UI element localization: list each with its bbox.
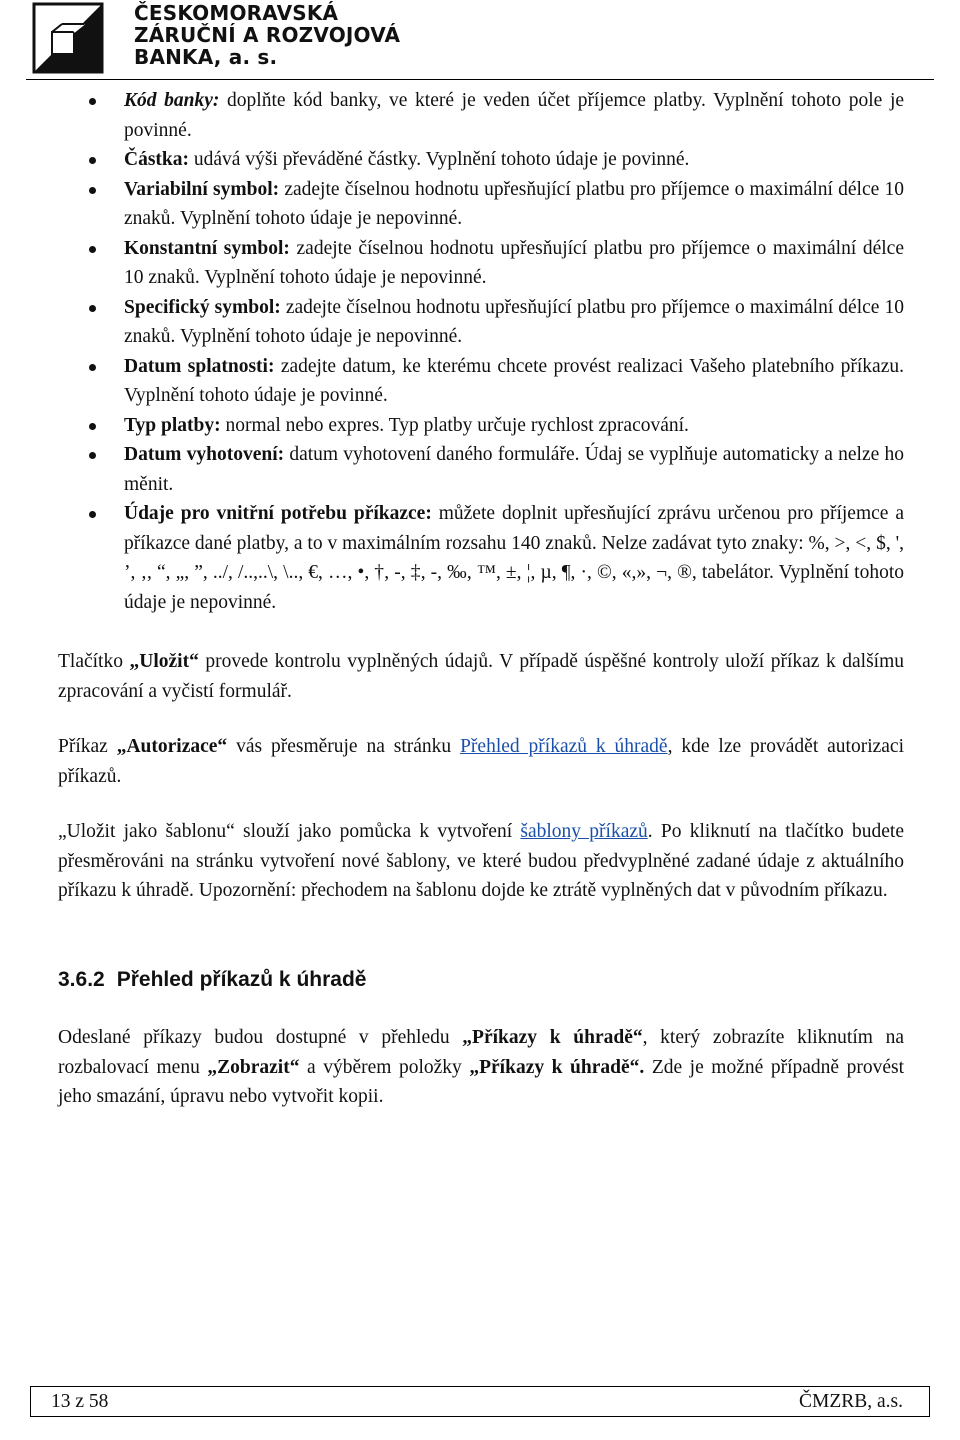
list-item-term: Konstantní symbol: <box>124 237 290 259</box>
para-text: , který zobrazíte kliknutím na rozbalovací menu <box>58 1027 904 1078</box>
section-number: 3.6.2 <box>58 968 105 991</box>
para-text: . Po kliknutí na tlačítko budete přesměrováni na stránku vytvoření nové šablony, ve které budou předvyplněné zadané údaje z aktuálního příkazu k úhradě. Upozornění: přechodem na šablonu dojde ke ztrátě vyplněných dat v původním příkazu. <box>58 821 904 901</box>
list-item-term: Kód banky: <box>124 90 220 111</box>
authorization-label: „Autorizace“ <box>116 736 228 757</box>
list-item-term: Typ platby: <box>124 414 221 436</box>
list-item <box>58 352 904 411</box>
bullet-icon <box>89 98 96 105</box>
list-item-term: Částka: <box>124 149 190 170</box>
list-item <box>58 145 904 175</box>
bullet-icon <box>89 511 96 518</box>
save-button-description <box>58 647 904 706</box>
bank-logo-icon <box>32 2 104 74</box>
save-as-template-description <box>58 817 904 906</box>
save-label: „Uložit“ <box>129 651 199 672</box>
list-item <box>58 411 904 441</box>
field-descriptions <box>58 86 904 617</box>
para-text: a výběrem položky <box>299 1056 470 1078</box>
para-text: Příkaz <box>58 736 117 757</box>
list-item-text: zadejte číselnou hodnotu upřesňující platbu pro příjemce o maximální délce 10 znaků. Vyplnění tohoto údaje je nepovinné. <box>124 296 905 347</box>
bullet-icon <box>89 452 96 459</box>
para-text: Odeslané příkazy budou dostupné v přehledu <box>58 1027 463 1048</box>
bullet-icon <box>89 246 96 253</box>
order-templates-link[interactable]: šablony příkazů <box>520 821 648 842</box>
authorization-description <box>58 732 904 791</box>
list-item <box>58 440 904 499</box>
list-item-text: doplňte kód banky, ve které je veden účet příjemce platby. Vyplnění tohoto pole je povinné. <box>124 90 905 141</box>
bullet-icon <box>89 305 96 312</box>
para-text: „Uložit jako šablonu“ slouží jako pomůcka k vytvoření <box>58 821 521 842</box>
logo-line-3: BANKA, a. s. <box>134 45 278 69</box>
list-item <box>58 175 904 234</box>
section-body <box>58 1023 904 1112</box>
menu-item-name: „Příkazy k úhradě“. <box>469 1056 645 1078</box>
section-heading <box>58 968 366 992</box>
bullet-icon <box>89 364 96 371</box>
para-text: Tlačítko <box>58 651 130 672</box>
header-divider <box>26 79 934 80</box>
list-item-text: můžete doplnit upřesňující zprávu určenou pro příjemce a příkazce dané platby, a to v maximálním rozsahu 140 znaků. Nelze zadávat tyto znaky: %, >, <, $, ', ’, ‚, “, „, ”, ../, /..,..\, \.., €, …, •, †, -, ‡, -, ‰, ™, ±, ¦, µ, ¶, ·, ©, «,», ¬, ®, tabelátor. Vyplnění tohoto údaje je nepovinné. <box>124 503 904 613</box>
list-item <box>58 293 904 352</box>
bullet-list <box>58 86 904 617</box>
para-text: provede kontrolu vyplněných údajů. V případě úspěšné kontroly uloží příkaz k dalšímu zpracování a vyčistí formulář. <box>58 651 904 702</box>
list-item-term: Variabilní symbol: <box>124 178 280 200</box>
list-item-text: zadejte datum, ke kterému chcete provést realizaci Vašeho platebního příkazu. Vyplnění tohoto údaje je povinné. <box>124 355 904 406</box>
list-item-text: datum vyhotovení daného formuláře. Údaj se vyplňuje automaticky a nelze ho měnit. <box>124 444 904 495</box>
bullet-icon <box>89 187 96 194</box>
para-text: vás přesměruje na stránku <box>227 736 461 757</box>
page-header <box>26 0 934 80</box>
logo-line-1: ČESKOMORAVSKÁ <box>134 1 339 25</box>
menu-item-name: „Příkazy k úhradě“ <box>462 1027 643 1048</box>
list-item-term: Datum vyhotovení: <box>124 444 285 465</box>
list-item <box>58 499 904 617</box>
payment-orders-overview-link[interactable]: Přehled příkazů k úhradě <box>460 736 668 757</box>
list-item-term: Údaje pro vnitřní potřebu příkazce: <box>124 503 432 524</box>
list-item <box>58 234 904 293</box>
footer-organization: ČMZRB, a.s. <box>798 1391 903 1412</box>
page-footer <box>30 1386 930 1417</box>
para-text: Zde je možné případně provést jeho smazání, úpravu nebo vytvořit kopii. <box>58 1056 904 1107</box>
list-item-text: zadejte číselnou hodnotu upřesňující platbu pro příjemce o maximální délce 10 znaků. Vyplnění tohoto údaje je nepovinné. <box>124 237 904 288</box>
para-text: , kde lze provádět autorizaci příkazů. <box>58 736 904 787</box>
bank-logo-text <box>134 2 400 68</box>
bullet-icon <box>89 423 96 430</box>
list-item-term: Specifický symbol: <box>124 296 281 318</box>
page-number: 13 z 58 <box>51 1391 109 1412</box>
bullet-icon <box>89 157 96 164</box>
list-item-text: zadejte číselnou hodnotu upřesňující platbu pro příjemce o maximální délce 10 znaků. Vyplnění tohoto údaje je nepovinné. <box>124 178 904 229</box>
logo-line-2: ZÁRUČNÍ A ROZVOJOVÁ <box>134 23 401 47</box>
menu-name: „Zobrazit“ <box>207 1056 300 1078</box>
list-item-text: normal nebo expres. Typ platby určuje rychlost zpracování. <box>220 414 689 436</box>
list-item-text: udává výši převáděné částky. Vyplnění tohoto údaje je povinné. <box>189 149 690 170</box>
list-item-term: Datum splatnosti: <box>124 355 275 377</box>
section-title: Přehled příkazů k úhradě <box>116 968 367 991</box>
list-item <box>58 86 904 145</box>
